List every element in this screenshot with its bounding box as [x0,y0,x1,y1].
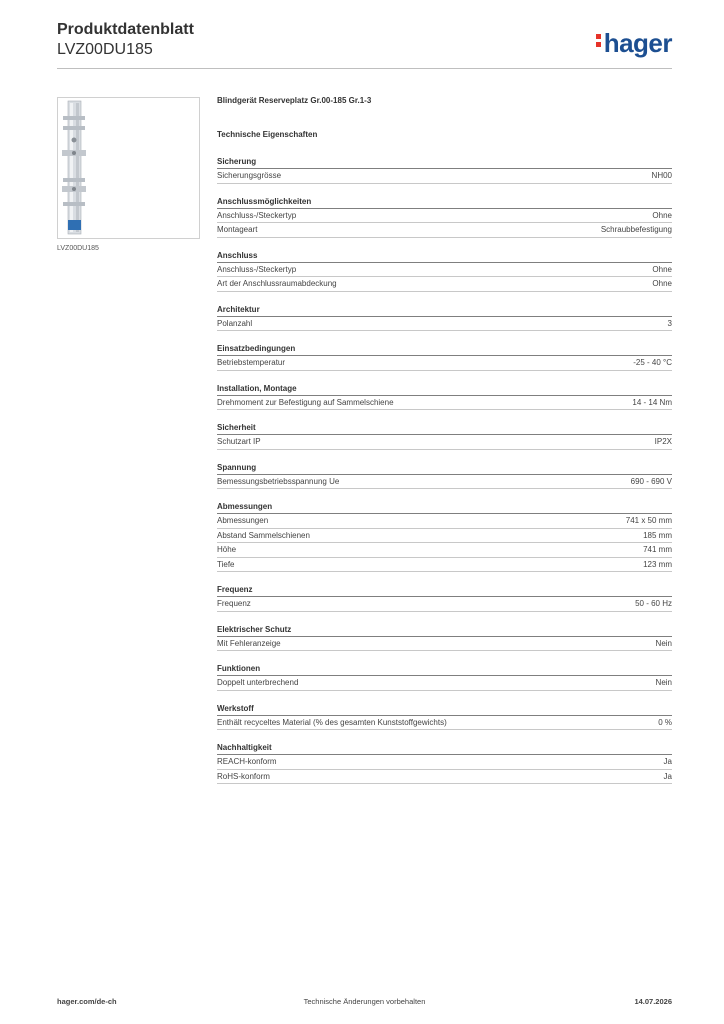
property-value: Ohne [652,264,672,274]
property-row [217,514,672,529]
property-row [217,475,672,490]
property-label: Abstand Sammelschienen [217,530,310,540]
property-value: -25 - 40 °C [633,358,672,367]
property-sections [217,156,672,784]
property-section [217,250,672,292]
property-row [217,558,672,573]
property-value: 14 - 14 Nm [632,397,672,407]
property-value: IP2X [654,437,672,446]
fuse-rail-icon [58,98,199,238]
property-row [217,529,672,544]
property-section [217,383,672,411]
property-row [217,317,672,332]
property-row [217,435,672,450]
product-name: Blindgerät Reserveplatz Gr.00-185 Gr.1-3 [217,96,372,105]
section-title: Elektrischer Schutz [217,624,672,637]
section-title: Abmessungen [217,501,672,514]
footer-date: 14.07.2026 [634,997,672,1006]
property-value: 3 [667,318,672,328]
section-title: Spannung [217,462,672,475]
property-label: Enthält recyceltes Material (% des gesamten Kunststoffgewichts) [217,717,447,727]
section-title: Sicherung [217,156,672,169]
property-row [217,637,672,652]
property-section [217,343,672,371]
property-section [217,584,672,612]
property-label: Drehmoment zur Befestigung auf Sammelschiene [217,397,394,407]
section-title: Installation, Montage [217,383,672,396]
section-title: Einsatzbedingungen [217,343,672,356]
property-row [217,597,672,612]
property-row [217,396,672,411]
property-label: Montageart [217,225,258,234]
property-label: Polanzahl [217,318,253,328]
property-label: Doppelt unterbrechend [217,678,299,687]
footer-website: hager.com/de-ch [57,997,117,1006]
property-label: Anschluss-/Steckertyp [217,264,297,274]
property-row [217,223,672,238]
property-value: Nein [655,678,672,687]
tech-properties-heading: Technische Eigenschaften [217,130,318,139]
property-value: Ohne [652,279,672,288]
property-section [217,462,672,490]
section-title: Anschlussmöglichkeiten [217,196,672,209]
product-image [57,97,200,239]
property-value: NH00 [651,171,672,180]
property-row [217,676,672,691]
property-section [217,156,672,184]
property-section [217,422,672,450]
property-row [217,543,672,558]
logo-dots-icon [596,28,602,47]
property-row [217,277,672,292]
page-title: Produktdatenblatt [57,21,194,38]
property-label: Abmessungen [217,516,269,525]
property-value: 741 mm [643,545,672,554]
image-caption: LVZ00DU185 [57,245,99,252]
section-title: Frequenz [217,584,672,597]
property-label: Höhe [217,545,237,554]
page-header [57,20,672,68]
header-divider [57,68,672,69]
property-section [217,624,672,652]
property-label: Schutzart IP [217,437,261,446]
section-title: Nachhaltigkeit [217,742,672,755]
footer-disclaimer: Technische Änderungen vorbehalten [303,997,426,1006]
property-row [217,716,672,731]
property-value: Schraubbefestigung [600,225,672,234]
property-row [217,755,672,770]
logo-text: hager [603,28,672,58]
property-label: REACH-konform [217,757,277,766]
property-row [217,209,672,224]
datasheet-content [217,96,672,796]
property-label: Bemessungsbetriebsspannung Ue [217,476,340,486]
property-value: Ja [663,757,672,766]
property-label: Mit Fehleranzeige [217,638,281,648]
property-label: Anschluss-/Steckertyp [217,210,297,220]
property-section [217,501,672,572]
property-section [217,703,672,731]
property-label: Betriebstemperatur [217,358,286,367]
property-section [217,663,672,691]
property-row [217,263,672,278]
property-value: 0 % [658,717,672,727]
property-value: 741 x 50 mm [625,516,672,525]
property-value: Nein [655,638,672,648]
property-row [217,169,672,184]
property-section [217,304,672,332]
property-section [217,742,672,784]
property-label: Tiefe [217,559,235,569]
property-row [217,356,672,371]
property-value: 123 mm [643,559,672,569]
property-value: Ja [663,771,672,781]
property-label: Frequenz [217,599,251,608]
section-title: Werkstoff [217,703,672,716]
section-title: Anschluss [217,250,672,263]
property-value: Ohne [652,210,672,220]
property-row [217,770,672,785]
section-title: Sicherheit [217,422,672,435]
property-section [217,196,672,238]
property-value: 50 - 60 Hz [635,599,672,608]
property-label: Art der Anschlussraumabdeckung [217,279,337,288]
property-label: RoHS-konform [217,771,270,781]
property-value: 690 - 690 V [630,476,672,486]
section-title: Architektur [217,304,672,317]
hager-logo [596,28,672,59]
property-label: Sicherungsgrösse [217,171,282,180]
product-code: LVZ00DU185 [57,41,153,58]
property-value: 185 mm [643,530,672,540]
section-title: Funktionen [217,663,672,676]
